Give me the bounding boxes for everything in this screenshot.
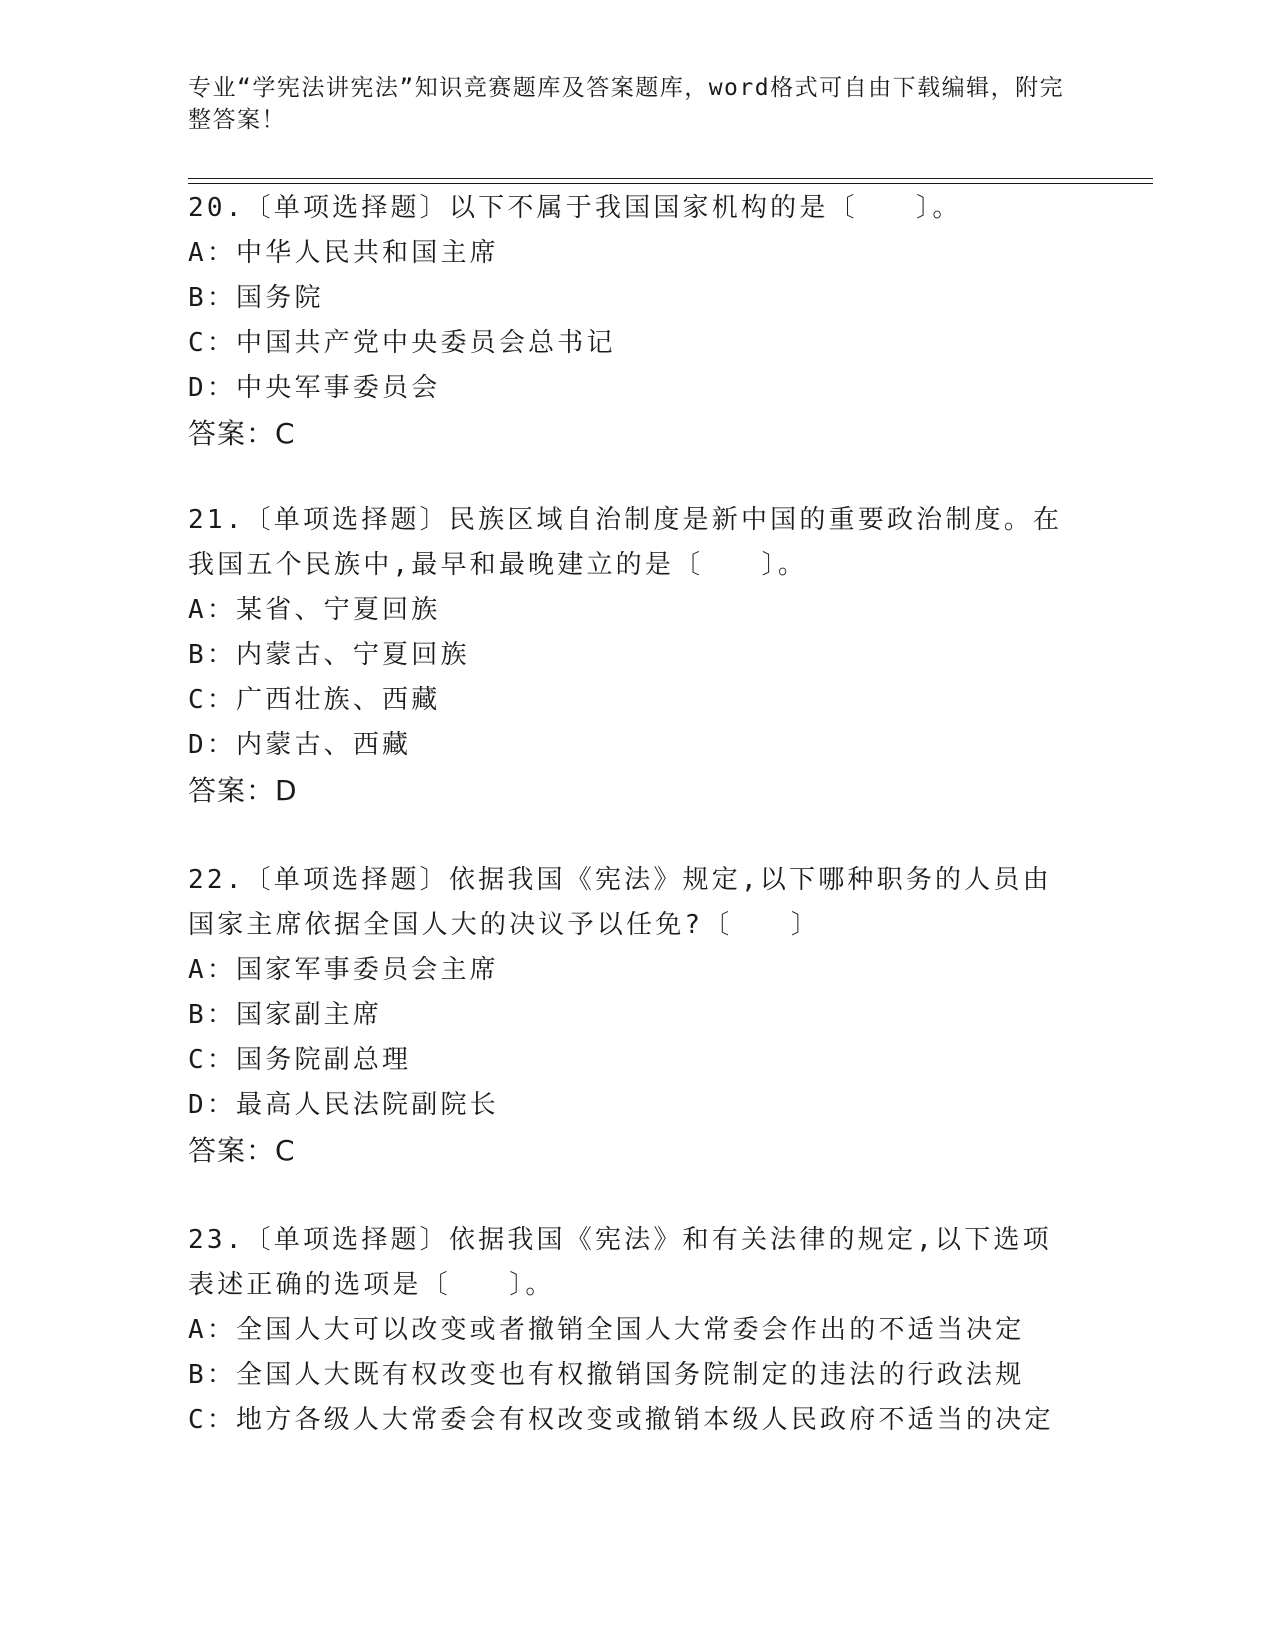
option-d: D：内蒙古、西藏 xyxy=(188,730,412,760)
option-c: C：地方各级人大常委会有权改变或撤销本级人民政府不适当的决定 xyxy=(188,1405,1054,1435)
option-d: D：最高人民法院副院长 xyxy=(188,1090,499,1120)
question-23 xyxy=(188,1218,1078,1443)
option-d: D：中央军事委员会 xyxy=(188,373,441,403)
question-22 xyxy=(188,858,1078,1173)
answer: 答案：C xyxy=(188,1134,296,1167)
header-divider-bottom xyxy=(188,183,1153,184)
document-header: 专业“学宪法讲宪法”知识竞赛题库及答案题库，word格式可自由下载编辑，附完整答案！ xyxy=(188,75,1065,133)
option-b: B：国务院 xyxy=(188,283,324,313)
option-c: C：中国共产党中央委员会总书记 xyxy=(188,328,616,358)
option-b: B：国家副主席 xyxy=(188,1000,383,1030)
answer: 答案：C xyxy=(188,417,296,450)
option-a: A：中华人民共和国主席 xyxy=(188,238,499,268)
question-title: 23.〔单项选择题〕依据我国《宪法》和有关法律的规定,以下选项表述正确的选项是〔 〕。 xyxy=(188,1225,1052,1300)
question-20 xyxy=(188,186,1078,456)
option-a: A：全国人大可以改变或者撤销全国人大常委会作出的不适当决定 xyxy=(188,1315,1025,1345)
header-divider-top xyxy=(188,178,1153,179)
question-21 xyxy=(188,498,1078,813)
option-a: A：某省、宁夏回族 xyxy=(188,595,441,625)
option-a: A：国家军事委员会主席 xyxy=(188,955,499,985)
question-title: 22.〔单项选择题〕依据我国《宪法》规定,以下哪种职务的人员由国家主席依据全国人大的决议予以任免?〔 〕 xyxy=(188,865,1052,940)
option-c: C：国务院副总理 xyxy=(188,1045,412,1075)
question-title: 21.〔单项选择题〕民族区域自治制度是新中国的重要政治制度。在我国五个民族中,最早和最晚建立的是〔 〕。 xyxy=(188,505,1063,580)
answer: 答案：D xyxy=(188,774,298,807)
question-title: 20.〔单项选择题〕以下不属于我国国家机构的是〔 〕。 xyxy=(188,193,962,223)
option-c: C：广西壮族、西藏 xyxy=(188,685,441,715)
option-b: B：全国人大既有权改变也有权撤销国务院制定的违法的行政法规 xyxy=(188,1360,1025,1390)
option-b: B：内蒙古、宁夏回族 xyxy=(188,640,470,670)
